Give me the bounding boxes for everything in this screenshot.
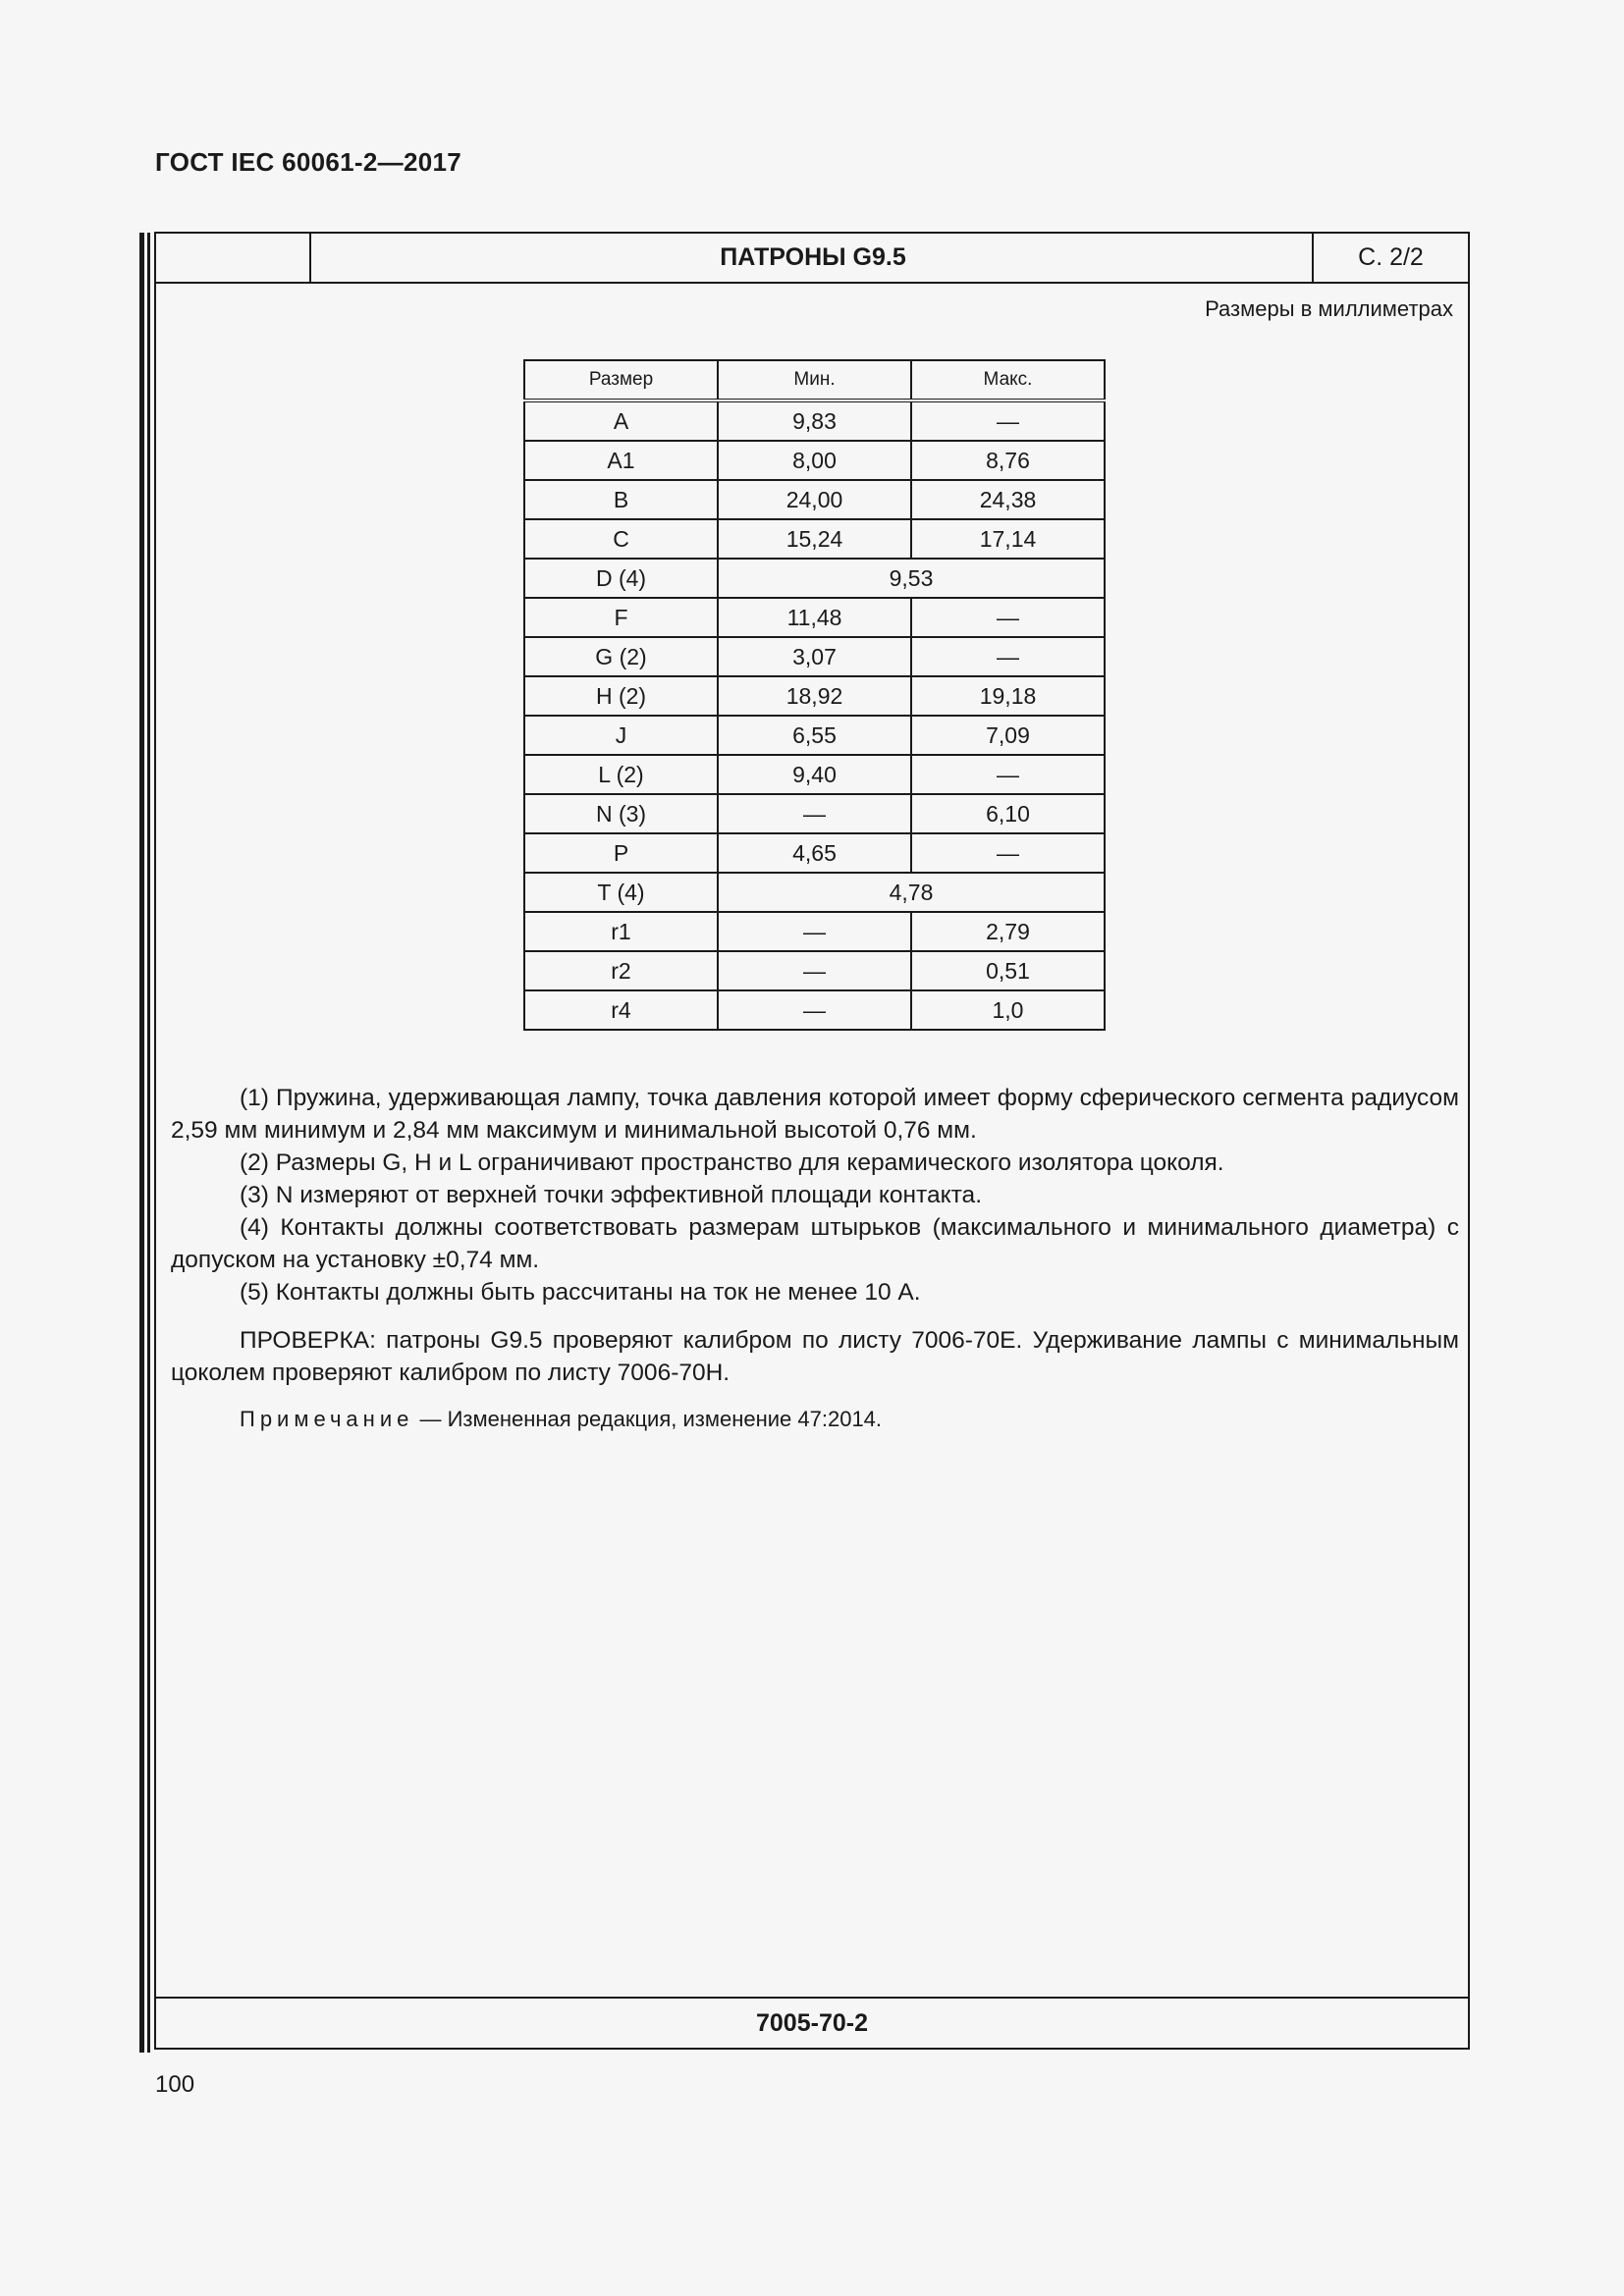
table-row — [524, 519, 1105, 559]
table-row — [524, 559, 1105, 598]
cell-max: 24,38 — [911, 480, 1105, 519]
table-row — [524, 833, 1105, 873]
cell-min: 3,07 — [718, 637, 911, 676]
cell-size: D (4) — [524, 559, 718, 598]
note-4: (4) Контакты должны соответствовать размерам штырьков (максимального и минимального диаметра) с допуском на установку ±0,74 мм. — [171, 1214, 1459, 1273]
cell-size: C — [524, 519, 718, 559]
check-paragraph: ПРОВЕРКА: патроны G9.5 проверяют калибром по листу 7006-70E. Удерживание лампы с минимальным цоколем проверяют калибром по листу 7006-70H. — [171, 1327, 1459, 1386]
table-row — [524, 637, 1105, 676]
cell-value: 4,78 — [718, 873, 1105, 912]
cell-min: 4,65 — [718, 833, 911, 873]
remark — [240, 1407, 882, 1432]
remark-label: Примечание — [240, 1407, 414, 1431]
cell-min: — — [718, 951, 911, 990]
cell-max: 1,0 — [911, 990, 1105, 1030]
cell-size: H (2) — [524, 676, 718, 716]
table-row — [524, 990, 1105, 1030]
cell-size: T (4) — [524, 873, 718, 912]
cell-size: r2 — [524, 951, 718, 990]
cell-min: 6,55 — [718, 716, 911, 755]
cell-max: — — [911, 400, 1105, 441]
cell-size: F — [524, 598, 718, 637]
table-row — [524, 400, 1105, 441]
table-row — [524, 873, 1105, 912]
cell-max: — — [911, 637, 1105, 676]
cell-size: r4 — [524, 990, 718, 1030]
table-row — [524, 598, 1105, 637]
cell-min: 9,83 — [718, 400, 911, 441]
header-size: Размер — [524, 360, 718, 400]
cell-max: 6,10 — [911, 794, 1105, 833]
note-2: (2) Размеры G, H и L ограничивают пространство для керамического изолятора цоколя. — [240, 1149, 1224, 1176]
cell-max: 8,76 — [911, 441, 1105, 480]
cell-max: — — [911, 598, 1105, 637]
table-row — [524, 794, 1105, 833]
note-3: (3) N измеряют от верхней точки эффективной площади контакта. — [240, 1182, 982, 1208]
units-note: Размеры в миллиметрах — [1205, 296, 1453, 321]
dimensions-table — [523, 359, 1106, 1031]
sheet-page: С. 2/2 — [1312, 234, 1468, 282]
header-max: Макс. — [911, 360, 1105, 400]
cell-max: 19,18 — [911, 676, 1105, 716]
cell-size: A1 — [524, 441, 718, 480]
cell-max: — — [911, 755, 1105, 794]
notes-block — [171, 1082, 1459, 1308]
table-body — [524, 400, 1105, 1030]
sheet-title-row — [156, 234, 1468, 284]
cell-size: L (2) — [524, 755, 718, 794]
cell-min: 24,00 — [718, 480, 911, 519]
cell-size: r1 — [524, 912, 718, 951]
table-row — [524, 951, 1105, 990]
note-5: (5) Контакты должны быть рассчитаны на ток не менее 10 А. — [240, 1279, 921, 1306]
cell-min: 18,92 — [718, 676, 911, 716]
cell-min: — — [718, 912, 911, 951]
sheet-code: 7005-70-2 — [156, 1997, 1468, 2048]
left-border-thick — [139, 233, 144, 2053]
table-header-row — [524, 360, 1105, 400]
remark-text: — Измененная редакция, изменение 47:2014. — [413, 1407, 883, 1431]
table-row — [524, 755, 1105, 794]
title-empty-cell — [156, 234, 311, 282]
cell-max: — — [911, 833, 1105, 873]
cell-max: 2,79 — [911, 912, 1105, 951]
cell-min: 11,48 — [718, 598, 911, 637]
table-row — [524, 716, 1105, 755]
note-1: (1) Пружина, удерживающая лампу, точка давления которой имеет форму сферического сегмента радиусом 2,59 мм минимум и 2,84 мм максимум и минимальной высотой 0,76 мм. — [171, 1085, 1459, 1144]
document-header: ГОСТ IEC 60061-2—2017 — [155, 147, 461, 177]
cell-max: 17,14 — [911, 519, 1105, 559]
left-border-thin — [147, 233, 150, 2053]
cell-size: A — [524, 400, 718, 441]
cell-value: 9,53 — [718, 559, 1105, 598]
cell-min: — — [718, 794, 911, 833]
cell-min: 8,00 — [718, 441, 911, 480]
cell-size: J — [524, 716, 718, 755]
header-min: Мин. — [718, 360, 911, 400]
cell-max: 7,09 — [911, 716, 1105, 755]
table-row — [524, 676, 1105, 716]
table-row — [524, 912, 1105, 951]
cell-size: N (3) — [524, 794, 718, 833]
cell-min: — — [718, 990, 911, 1030]
cell-size: G (2) — [524, 637, 718, 676]
sheet-frame — [154, 232, 1470, 2050]
table-row — [524, 480, 1105, 519]
sheet-title: ПАТРОНЫ G9.5 — [720, 243, 906, 271]
cell-max: 0,51 — [911, 951, 1105, 990]
table-row — [524, 441, 1105, 480]
cell-size: P — [524, 833, 718, 873]
cell-min: 9,40 — [718, 755, 911, 794]
page-number: 100 — [155, 2071, 195, 2098]
cell-min: 15,24 — [718, 519, 911, 559]
cell-size: B — [524, 480, 718, 519]
